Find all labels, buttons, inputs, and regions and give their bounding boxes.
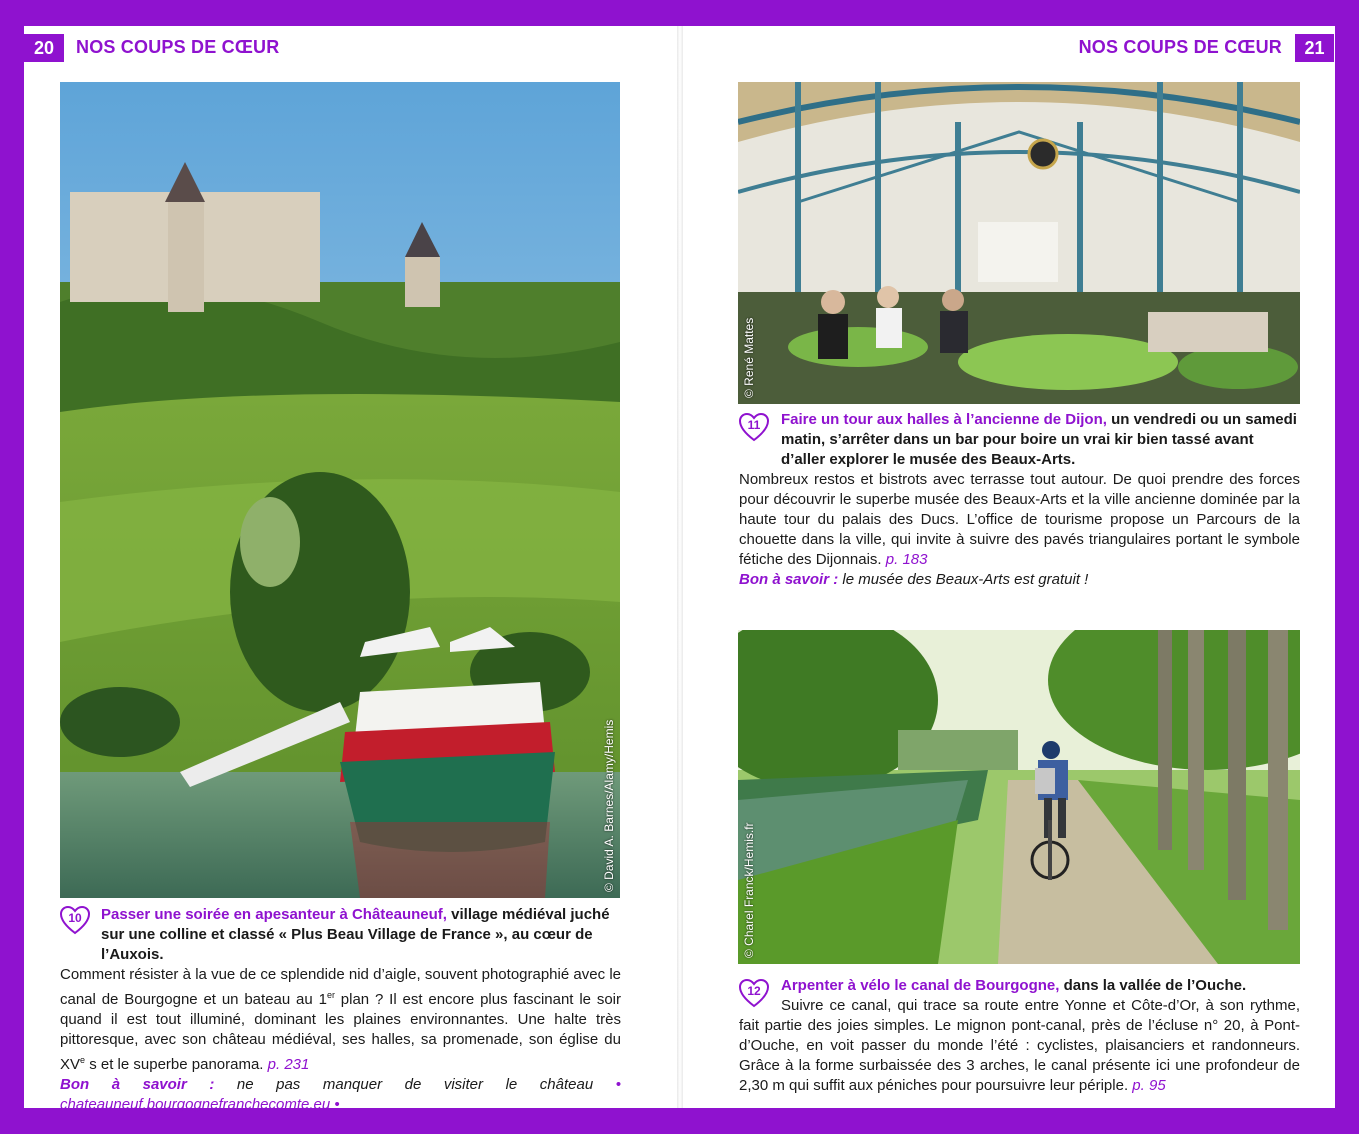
chateauneuf-illustration: [60, 82, 620, 898]
entry-10-lead-highlight: Passer une soirée en apesanteur à Châteauneuf,: [101, 906, 447, 923]
entry-12-paragraph: [739, 996, 1300, 1096]
entry-10-text-3: s et le superbe panorama.: [85, 1056, 264, 1073]
heart-number-11-icon: [738, 412, 770, 442]
entry-10-tip-label: Bon à savoir :: [60, 1076, 215, 1093]
entry-11-body: [739, 470, 1300, 590]
canal-bourgogne-illustration: [738, 630, 1300, 964]
entry-10-lead: [101, 905, 621, 965]
section-title-left: NOS COUPS DE CŒUR: [76, 37, 280, 57]
entry-11-tip: [739, 570, 1300, 590]
entry-11-lead-highlight: Faire un tour aux halles à l’ancienne de Dijon,: [781, 411, 1107, 428]
heart-outline-icon: [738, 412, 770, 442]
entry-11-tip-label: Bon à savoir :: [739, 571, 839, 588]
entry-11-text: Nombreux restos et bistrots avec terrasse tout autour. De quoi prendre des forces pour découvrir le superbe musée des Beaux-Arts et la ville ancienne dominée par la haute tour du palais des Ducs. L’office de tourisme propose un Parcours de la chouette dans la ville, qui invite à suivre des pavés triangulaires portant le symbole fétiche des Dijonnais.: [739, 471, 1300, 568]
heart-outline-icon: [59, 905, 91, 935]
entry-10-tip-text: ne pas manquer de visiter le château: [214, 1076, 616, 1093]
svg-text:11: 11: [747, 418, 761, 432]
entry-10-paragraph: [60, 965, 621, 1075]
entry-10-body: [60, 965, 621, 1115]
canal-bourgogne-photo: [738, 630, 1300, 964]
entry-10-tip-bullet: •: [615, 1076, 621, 1093]
heart-number-10-icon: [59, 905, 91, 935]
entry-10-tip-bullet-end: •: [334, 1096, 340, 1113]
entry-10-text-1: Comment résister à la vue de ce splendide nid d’aigle, souvent photographié avec le canal de Bourgogne et un bateau au 1: [60, 966, 621, 1008]
entry-10-text-2: plan ? Il est encore plus fascinant le soir quand il est tout illuminé, dominant les plaines environnantes. Une halte très pittoresque, avec son château médiéval, ses halles, sa promenade, son église du XV: [60, 991, 621, 1073]
chateauneuf-photo: [60, 82, 620, 898]
entry-11-tip-text: le musée des Beaux-Arts est gratuit !: [838, 571, 1089, 588]
entry-11-paragraph: [739, 470, 1300, 570]
photo-credit-chateauneuf: © David A. Barnes/Alamy/Hemis: [602, 719, 616, 892]
photo-credit-canal: © Charel Franck/Hemis.fr: [742, 822, 756, 958]
entry-10-tip-link[interactable]: chateauneuf.bourgognefranchecomte.eu: [60, 1096, 331, 1113]
entry-12-lead: [781, 976, 1301, 996]
entry-12-body: [739, 996, 1300, 1096]
entry-10-lead-rest: village médiéval juché sur une colline et classé « Plus Beau Village de France », au cœur de l’Auxois.: [101, 906, 610, 963]
entry-12-text: Suivre ce canal, qui trace sa route entre Yonne et Côte-d’Or, à son rythme, fait partie des joies simples. Le mignon pont-canal, près de l’écluse n° 20, à Pont-d’Ouche, en voit passer du monde l’été : cyclistes, plaisanciers et randonneurs. Grâce à la forme surbaissée des 3 arches, le canal présente ici une profondeur de 2,30 m qui suffit aux péniches pour poursuivre leur périple.: [739, 997, 1300, 1094]
page-number-left: 20: [24, 34, 64, 62]
entry-10-page-ref[interactable]: p. 231: [267, 1056, 310, 1073]
section-title-right: NOS COUPS DE CŒUR: [1078, 37, 1282, 57]
entry-10-tip: [60, 1075, 621, 1115]
photo-credit-dijon: © René Mattes: [742, 317, 756, 398]
svg-text:10: 10: [68, 911, 82, 925]
page-number-right: 21: [1295, 34, 1334, 62]
entry-11-lead-rest: un vendredi ou un samedi matin, s’arrêter dans un bar pour boire un vrai kir bien tassé avant d’aller explorer le musée des Beaux-Arts.: [781, 411, 1297, 468]
dijon-halles-illustration: [738, 82, 1300, 404]
entry-12-lead-rest: dans la vallée de l’Ouche.: [1063, 977, 1247, 994]
entry-11-page-ref[interactable]: p. 183: [885, 551, 928, 568]
entry-12-page-ref[interactable]: p. 95: [1132, 1077, 1166, 1094]
page-gutter: [677, 26, 683, 1108]
svg-text:12: 12: [747, 984, 761, 998]
dijon-halles-photo: [738, 82, 1300, 404]
entry-12-lead-highlight: Arpenter à vélo le canal de Bourgogne,: [781, 977, 1060, 994]
entry-10-sup-1: er: [326, 990, 335, 1000]
entry-11-lead: [781, 410, 1301, 470]
entry-10-sup-2: e: [80, 1055, 86, 1065]
